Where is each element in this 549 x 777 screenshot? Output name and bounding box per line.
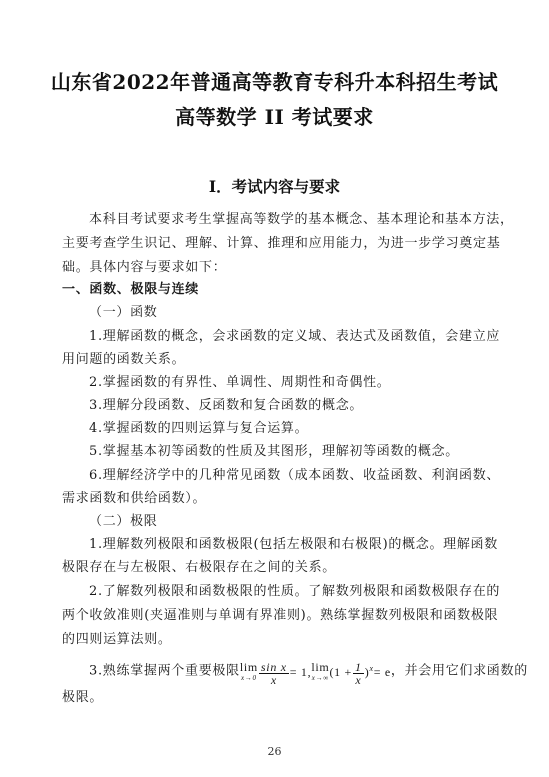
limit-body-open: (1 + [329, 665, 353, 679]
sub1-item-1b: 用问题的函数关系。 [62, 352, 186, 367]
page-number: 26 [267, 745, 282, 758]
sub2-item-2c: 的四则运算法则。 [62, 632, 172, 647]
limit-operator-1 [240, 662, 258, 684]
limit-subscript-2: x→∞ [311, 674, 329, 683]
limit-exponent: x [369, 664, 374, 673]
fraction-numerator-1: sin x [260, 659, 287, 674]
equals-one: = 1, [289, 665, 312, 679]
sub1-item-6a: 6.理解经济学中的几种常见函数（成本函数、收益函数、利润函数、 [89, 468, 501, 483]
intro-line-3: 础。具体内容与要求如下： [62, 260, 227, 275]
limit-word-1: lim [239, 660, 258, 675]
limit-subscript-1: x→0 [241, 674, 257, 683]
sub1-item-5: 5.掌握基本初等函数的性质及其图形，理解初等函数的概念。 [89, 444, 460, 459]
part1-heading: 一、函数、极限与连续 [62, 282, 200, 297]
limit-formula [240, 656, 391, 686]
limit-operator-2 [311, 662, 329, 684]
fraction-numerator-2: 1 [355, 659, 362, 674]
equals-e: = e [373, 665, 391, 679]
section-heading: I．考试内容与要求 [208, 177, 341, 196]
document-title-line2: 高等数学 II 考试要求 [175, 105, 374, 129]
sub2-item-3 [89, 656, 528, 686]
sub2-item-2b: 两个收敛准则(夹逼准则与单调有界准则)。熟练掌握数列极限和函数极限 [62, 608, 499, 623]
sub2-item-2a: 2.了解数列极限和函数极限的性质。了解数列极限和函数极限存在的 [89, 584, 501, 599]
one-over-x-fraction [353, 661, 364, 686]
sub2-item-3b: 极限。 [62, 690, 104, 705]
sub1-heading: （一）函数 [89, 305, 158, 320]
intro-line-1: 本科目考试要求考生掌握高等数学的基本概念、基本理论和基本方法， [89, 212, 514, 227]
sinx-over-x-fraction [259, 661, 289, 686]
sub2-item-1a: 1.理解数列极限和函数极限(包括左极限和右极限)的概念。理解函数 [89, 537, 498, 552]
limit-word-2: lim [311, 660, 330, 675]
sub2-item-1b: 极限存在与左极限、右极限存在之间的关系。 [62, 560, 337, 575]
limit-body-close: ) [364, 665, 370, 679]
sub1-item-6b: 需求函数和供给函数）。 [62, 491, 207, 506]
sub1-item-2: 2.掌握函数的有界性、单调性、周期性和奇偶性。 [89, 375, 391, 390]
sub1-item-3: 3.理解分段函数、反函数和复合函数的概念。 [89, 398, 364, 413]
sub2-item-3-suffix: ，并会用它们求函数的 [390, 663, 528, 679]
sub2-item-3-prefix: 3.熟练掌握两个重要极限 [89, 663, 240, 679]
sub1-item-4: 4.掌握函数的四则运算与复合运算。 [89, 421, 309, 436]
document-title-line1: 山东省2022年普通高等教育专科升本科招生考试 [50, 70, 499, 94]
sub1-item-1a: 1.理解函数的概念，会求函数的定义域、表达式及函数值，会建立应 [89, 329, 501, 344]
fraction-denominator-2: x [355, 672, 362, 687]
intro-line-2: 主要考查学生识记、理解、计算、推理和应用能力，为进一步学习奠定基 [62, 236, 501, 251]
sub2-heading: （二）极限 [89, 514, 158, 529]
fraction-denominator-1: x [270, 672, 277, 687]
